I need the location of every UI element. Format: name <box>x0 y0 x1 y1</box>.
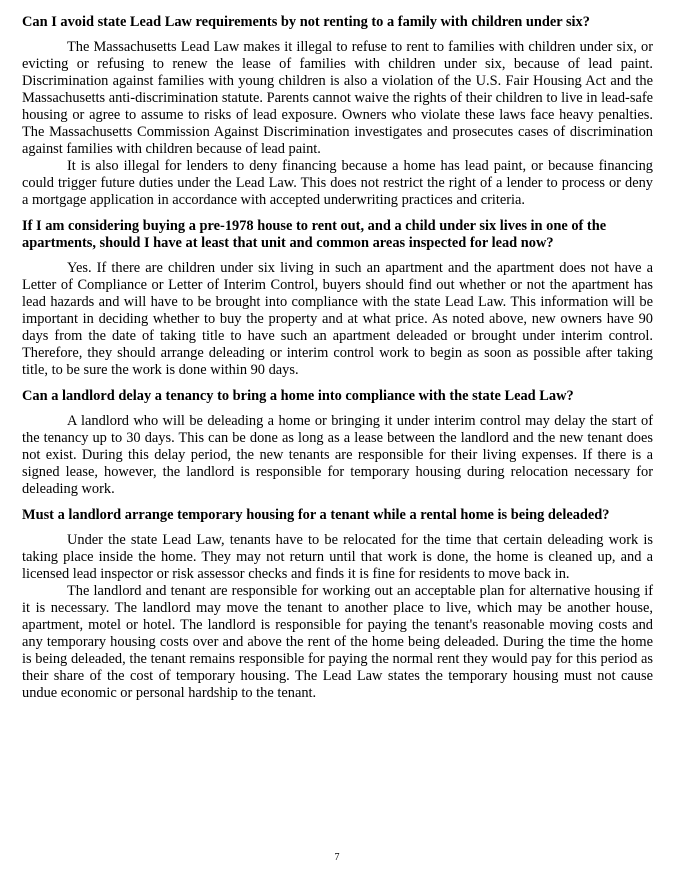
answer-paragraph: The landlord and tenant are responsible for working out an acceptable plan for alternative housing if it is necessary. The landlord may move the tenant to another place to live, which may be another house, apartment, motel or hotel. The landlord is responsible for paying the tenant's reasonable moving costs and any temporary housing costs over and above the rent of the home being deleaded. During the time the home is being deleaded, the tenant remains responsible for paying the normal rent they would pay for this period as their share of the cost of temporary housing. The Lead Law states the temporary housing must not cause undue economic or personal hardship to the tenant. <box>22 583 653 701</box>
document-page <box>22 14 653 711</box>
answer-paragraph: A landlord who will be deleading a home or bringing it under interim control may delay the start of the tenancy up to 30 days. This can be done as long as a lease between the landlord and the new tenant does not exist. During this delay period, the new tenants are responsible for their living expenses. If there is a signed lease, however, the landlord is responsible for temporary housing during relocation necessary for deleading work. <box>22 413 653 497</box>
faq-section-3 <box>22 388 653 498</box>
faq-section-4 <box>22 507 653 702</box>
answer-paragraph: The Massachusetts Lead Law makes it illegal to refuse to rent to families with children under six, or evicting or refusing to renew the lease of families with children under six, because of lead paint. Discrimination against families with young children is also a violation of the U.S. Fair Housing Act and the Massachusetts anti-discrimination statute. Parents cannot waive the rights of their children to live in lead-safe housing or agree to assume to risks of lead exposure. Owners who violate these laws face heavy penalties. The Massachusetts Commission Against Discrimination investigates and prosecutes cases of discrimination against families with children because of lead paint. <box>22 39 654 157</box>
answer-paragraph: Yes. If there are children under six living in such an apartment and the apartment does not have a Letter of Compliance or Letter of Interim Control, buyers should find out whether or not the apartment has lead hazards and will have to be brought into compliance with the state Lead Law. This information will be important in deciding whether to buy the property and at what price. As noted above, new owners have 90 days from the date of taking title to have such an apartment deleaded or brought under interim control. Therefore, they should arrange deleading or interim control work to begin as soon as possible after taking title, to be sure the work is done within 90 days. <box>22 260 653 378</box>
answer-paragraph: Under the state Lead Law, tenants have to be relocated for the time that certain deleading work is taking place inside the home. They may not return until that work is done, the home is cleaned up, and a licensed lead inspector or risk assessor checks and finds it is fine for residents to move back in. <box>22 532 653 582</box>
question-heading: Can a landlord delay a tenancy to bring a home into compliance with the state Lead Law? <box>22 388 574 404</box>
page-number: 7 <box>334 852 340 863</box>
question-heading: If I am considering buying a pre-1978 house to rent out, and a child under six lives in one of the apartments, should I have at least that unit and common areas inspected for lead now? <box>22 218 607 251</box>
question-heading: Can I avoid state Lead Law requirements by not renting to a family with children under six? <box>22 14 590 30</box>
question-heading: Must a landlord arrange temporary housing for a tenant while a rental home is being deleaded? <box>22 507 610 523</box>
answer-paragraph: It is also illegal for lenders to deny financing because a home has lead paint, or because financing could trigger future duties under the Lead Law. This does not restrict the right of a lender to process or deny a mortgage application in accordance with accepted underwriting practices and criteria. <box>22 158 653 208</box>
faq-section-2 <box>22 218 653 379</box>
faq-section-1 <box>22 14 653 209</box>
